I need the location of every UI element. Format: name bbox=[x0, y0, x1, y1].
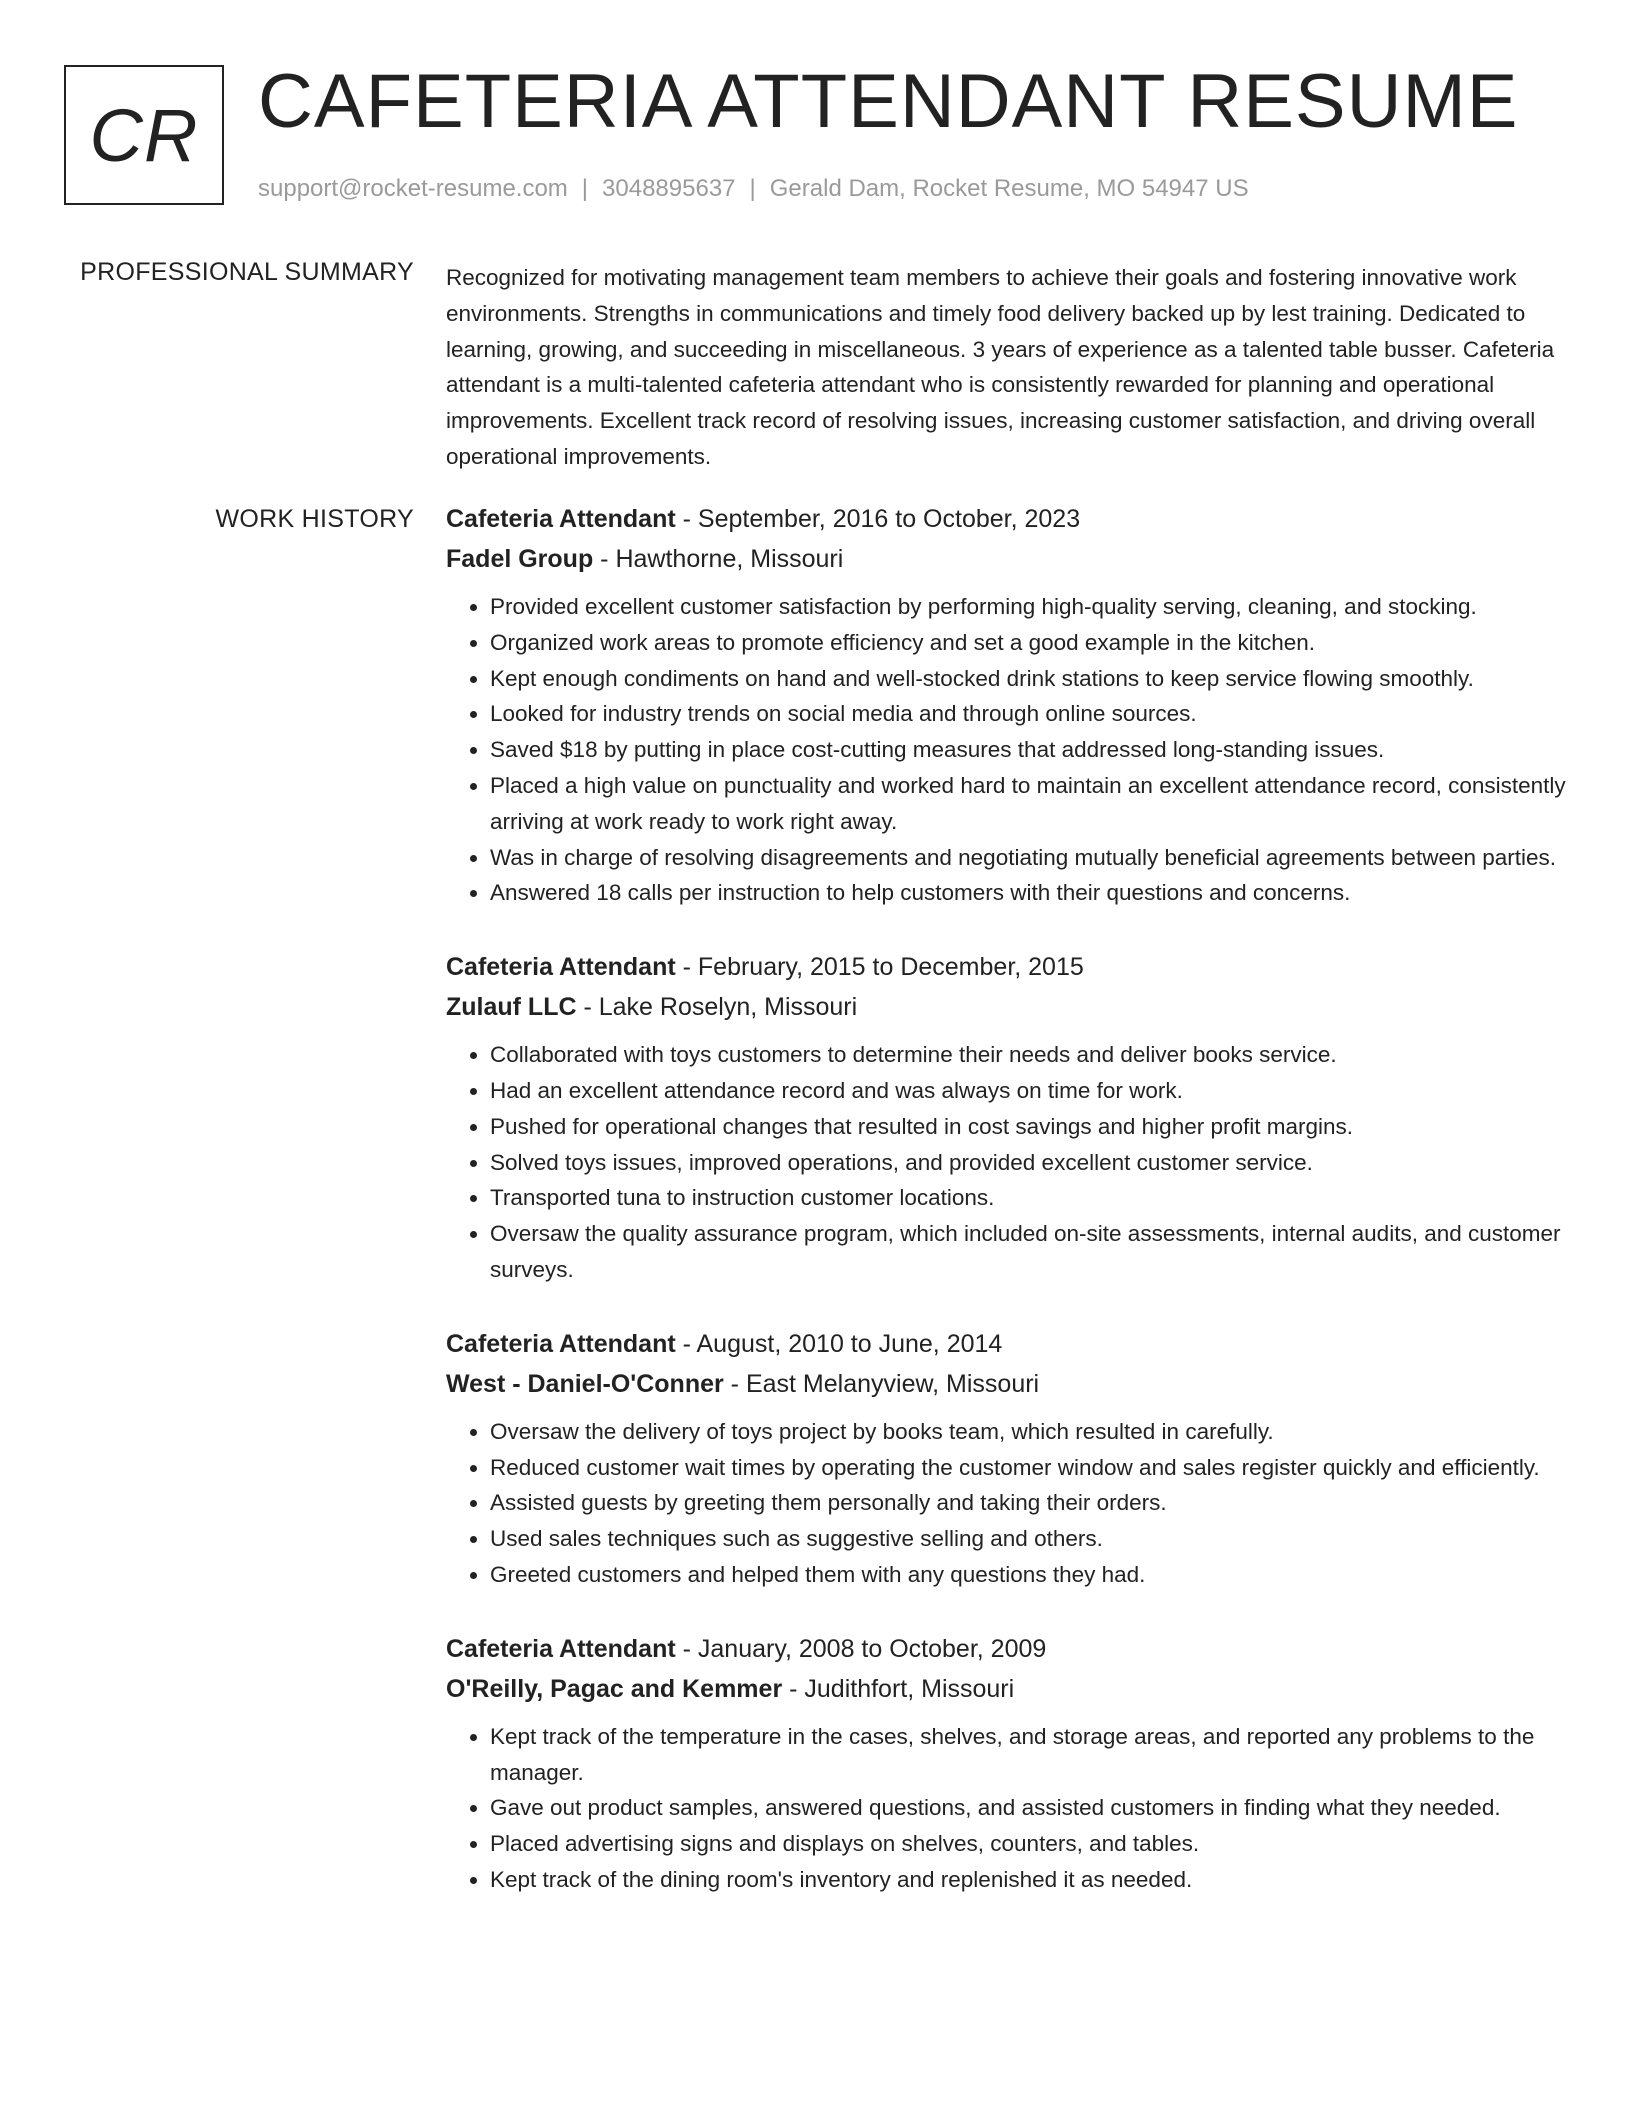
job-title-line bbox=[446, 1324, 1566, 1364]
job-bullet: • Kept track of the dining room's inventory and replenished it as needed. bbox=[490, 1862, 1566, 1898]
job-bullet: • Saved $18 by putting in place cost-cutting measures that addressed long-standing issues. bbox=[490, 732, 1566, 768]
job-company-line bbox=[446, 539, 1566, 579]
job-company: O'Reilly, Pagac and Kemmer bbox=[446, 1674, 783, 1703]
contact-separator: | bbox=[581, 175, 589, 202]
job-bullet: • Transported tuna to instruction customer locations. bbox=[490, 1180, 1566, 1216]
job-title-line bbox=[446, 499, 1566, 539]
contact-address: Gerald Dam, Rocket Resume, MO 54947 US bbox=[769, 175, 1249, 202]
job-location: - Lake Roselyn, Missouri bbox=[576, 993, 858, 1022]
job-entry bbox=[446, 1629, 1566, 1898]
job-title: Cafeteria Attendant bbox=[446, 1634, 676, 1663]
monogram-box bbox=[64, 65, 224, 205]
job-bullet: • Reduced customer wait times by operating the customer window and sales register quickly and efficiently. bbox=[490, 1450, 1566, 1486]
job-bullet: • Placed a high value on punctuality and worked hard to maintain an excellent attendance record, consistently arriving at work ready to work right away. bbox=[490, 768, 1566, 840]
work-history-label: WORK HISTORY bbox=[215, 505, 414, 533]
job-dates: - February, 2015 to December, 2015 bbox=[675, 953, 1084, 982]
contact-email: support@rocket-resume.com bbox=[258, 175, 568, 202]
job-title: Cafeteria Attendant bbox=[446, 505, 676, 533]
job-bullet: • Pushed for operational changes that resulted in cost savings and higher profit margins. bbox=[490, 1109, 1566, 1145]
job-bullet: • Was in charge of resolving disagreements and negotiating mutually beneficial agreements between parties. bbox=[490, 840, 1566, 876]
summary-text: Recognized for motivating management team members to achieve their goals and fostering innovative work environments. Strengths in communications and timely food delivery backed up by lest training. Dedicated to learning, growing, and succeeding in miscellaneous. 3 years of experience as a talented table busser. Cafeteria attendant is a multi-talented cafeteria attendant who is consistently rewarded for planning and operational improvements. Excellent track record of resolving issues, increasing customer satisfaction, and driving overall operational improvements. bbox=[446, 265, 1555, 469]
job-bullet: • Assisted guests by greeting them personally and taking their orders. bbox=[490, 1485, 1566, 1521]
summary-body bbox=[446, 260, 1566, 475]
job-title-line bbox=[446, 947, 1566, 987]
job-bullet: • Collaborated with toys customers to determine their needs and deliver books service. bbox=[490, 1037, 1566, 1073]
job-title-line bbox=[446, 1629, 1566, 1669]
job-company: West - Daniel-O'Conner bbox=[446, 1369, 724, 1398]
job-dates: - August, 2010 to June, 2014 bbox=[675, 1329, 1003, 1358]
job-entry bbox=[446, 947, 1566, 1288]
summary-label: PROFESSIONAL SUMMARY bbox=[80, 258, 414, 286]
job-bullet-list bbox=[446, 1037, 1566, 1288]
job-dates: - January, 2008 to October, 2009 bbox=[675, 1634, 1047, 1663]
job-company-line bbox=[446, 1669, 1566, 1709]
job-bullet: • Placed advertising signs and displays on shelves, counters, and tables. bbox=[490, 1826, 1566, 1862]
job-company-line bbox=[446, 1364, 1566, 1404]
job-bullet: • Provided excellent customer satisfaction by performing high-quality serving, cleaning, and stocking. bbox=[490, 589, 1566, 625]
job-location: - Judithfort, Missouri bbox=[782, 1674, 1015, 1703]
job-bullet: • Kept track of the temperature in the cases, shelves, and storage areas, and reported any problems to the manager. bbox=[490, 1719, 1566, 1791]
job-bullet: • Solved toys issues, improved operations, and provided excellent customer service. bbox=[490, 1145, 1566, 1181]
job-bullet: • Answered 18 calls per instruction to help customers with their questions and concerns. bbox=[490, 875, 1566, 911]
job-company-line bbox=[446, 987, 1566, 1027]
job-bullet: • Oversaw the delivery of toys project by books team, which resulted in carefully. bbox=[490, 1414, 1566, 1450]
job-company: Fadel Group bbox=[446, 545, 594, 573]
job-bullet-list bbox=[446, 1719, 1566, 1898]
job-entry bbox=[446, 1324, 1566, 1593]
job-bullet-list bbox=[446, 1414, 1566, 1593]
job-company: Zulauf LLC bbox=[446, 993, 577, 1022]
job-title: Cafeteria Attendant bbox=[446, 1329, 676, 1358]
job-title: Cafeteria Attendant bbox=[446, 953, 676, 982]
work-history-body bbox=[446, 499, 1566, 1934]
job-bullet: • Used sales techniques such as suggestive selling and others. bbox=[490, 1521, 1566, 1557]
job-bullet: • Oversaw the quality assurance program, which included on-site assessments, internal audits, and customer surveys. bbox=[490, 1216, 1566, 1288]
contact-separator: | bbox=[749, 175, 756, 202]
job-location: - East Melanyview, Missouri bbox=[723, 1369, 1040, 1398]
job-bullet: • Gave out product samples, answered questions, and assisted customers in finding what they needed. bbox=[490, 1790, 1566, 1826]
job-bullet: • Had an excellent attendance record and was always on time for work. bbox=[490, 1073, 1566, 1109]
contact-line bbox=[258, 175, 1249, 203]
contact-phone: 3048895637 bbox=[602, 175, 736, 202]
job-bullet-list bbox=[446, 589, 1566, 911]
job-bullet: • Looked for industry trends on social media and through online sources. bbox=[490, 696, 1566, 732]
job-bullet: • Kept enough condiments on hand and well-stocked drink stations to keep service flowing smoothly. bbox=[490, 661, 1566, 697]
resume-title: CAFETERIA ATTENDANT RESUME bbox=[258, 59, 1519, 144]
job-dates: - September, 2016 to October, 2023 bbox=[675, 505, 1081, 533]
job-location: - Hawthorne, Missouri bbox=[593, 545, 844, 573]
job-entry bbox=[446, 499, 1566, 911]
job-bullet: • Greeted customers and helped them with any questions they had. bbox=[490, 1557, 1566, 1593]
monogram-initials: CR bbox=[89, 93, 199, 177]
job-bullet: • Organized work areas to promote efficiency and set a good example in the kitchen. bbox=[490, 625, 1566, 661]
